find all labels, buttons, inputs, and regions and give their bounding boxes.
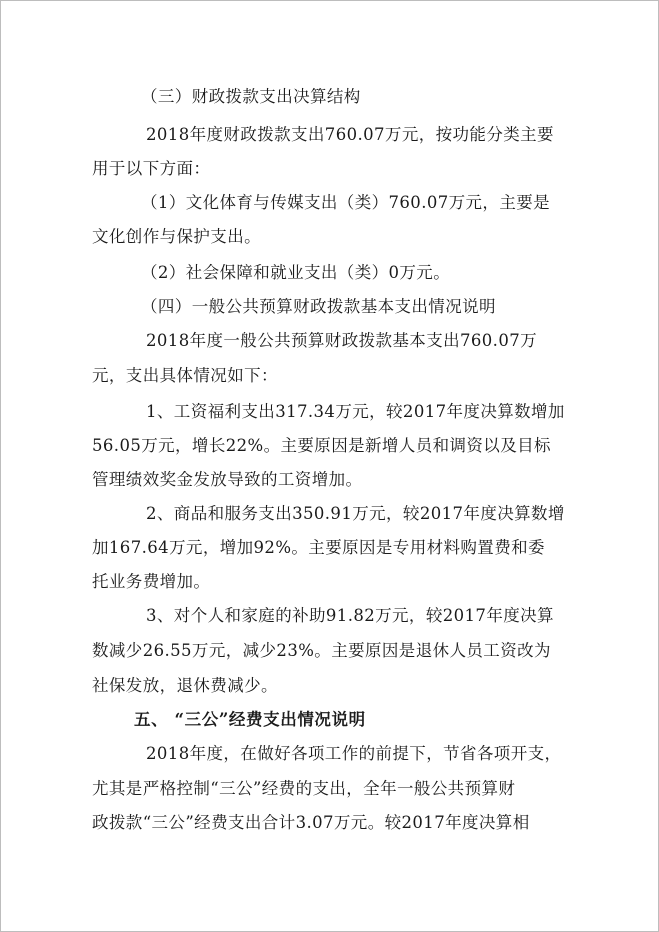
- paragraph-line: 数减少26.55万元，减少23%。主要原因是退休人员工资改为: [92, 641, 551, 660]
- subsection-heading-three: （三）财政拨款支出决算结构: [141, 87, 361, 106]
- paragraph-line: 文化创作与保护支出。: [92, 227, 261, 246]
- paragraph-line: 尤其是严格控制“三公”经费的支出，全年一般公共预算财: [92, 779, 516, 798]
- paragraph-line: 2018年度，在做好各项工作的前提下，节省各项开支，: [146, 744, 562, 763]
- paragraph-line: 政拨款“三公”经费支出合计3.07万元。较2017年度决算相: [92, 813, 530, 832]
- section-heading-five: 五、 “三公”经费支出情况说明: [134, 710, 366, 729]
- paragraph-line: 2、商品和服务支出350.91万元，较2017年度决算数增: [146, 504, 565, 523]
- subsection-heading-four: （四）一般公共预算财政拨款基本支出情况说明: [141, 297, 496, 316]
- paragraph-line: （1）文化体育与传媒支出（类）760.07万元，主要是: [141, 193, 551, 212]
- paragraph-line: 3、对个人和家庭的补助91.82万元，较2017年度决算: [146, 606, 554, 625]
- paragraph-line: 56.05万元，增长22%。主要原因是新增人员和调资以及目标: [92, 436, 551, 455]
- paragraph-line: 1、工资福利支出317.34万元，较2017年度决算数增加: [146, 402, 565, 421]
- paragraph-line: 加167.64万元，增加92%。主要原因是专用材料购置费和委: [92, 538, 545, 557]
- paragraph-line: 管理绩效奖金发放导致的工资增加。: [92, 470, 363, 489]
- paragraph-line: （2）社会保障和就业支出（类）0万元。: [141, 263, 451, 282]
- paragraph-line: 托业务费增加。: [92, 572, 211, 591]
- paragraph-line: 元，支出具体情况如下：: [92, 366, 278, 385]
- paragraph-line: 2018年度财政拨款支出760.07万元，按功能分类主要: [146, 125, 554, 144]
- paragraph-line: 社保发放，退休费减少。: [92, 676, 278, 695]
- paragraph-line: 2018年度一般公共预算财政拨款基本支出760.07万: [146, 331, 538, 350]
- paragraph-line: 用于以下方面：: [92, 159, 211, 178]
